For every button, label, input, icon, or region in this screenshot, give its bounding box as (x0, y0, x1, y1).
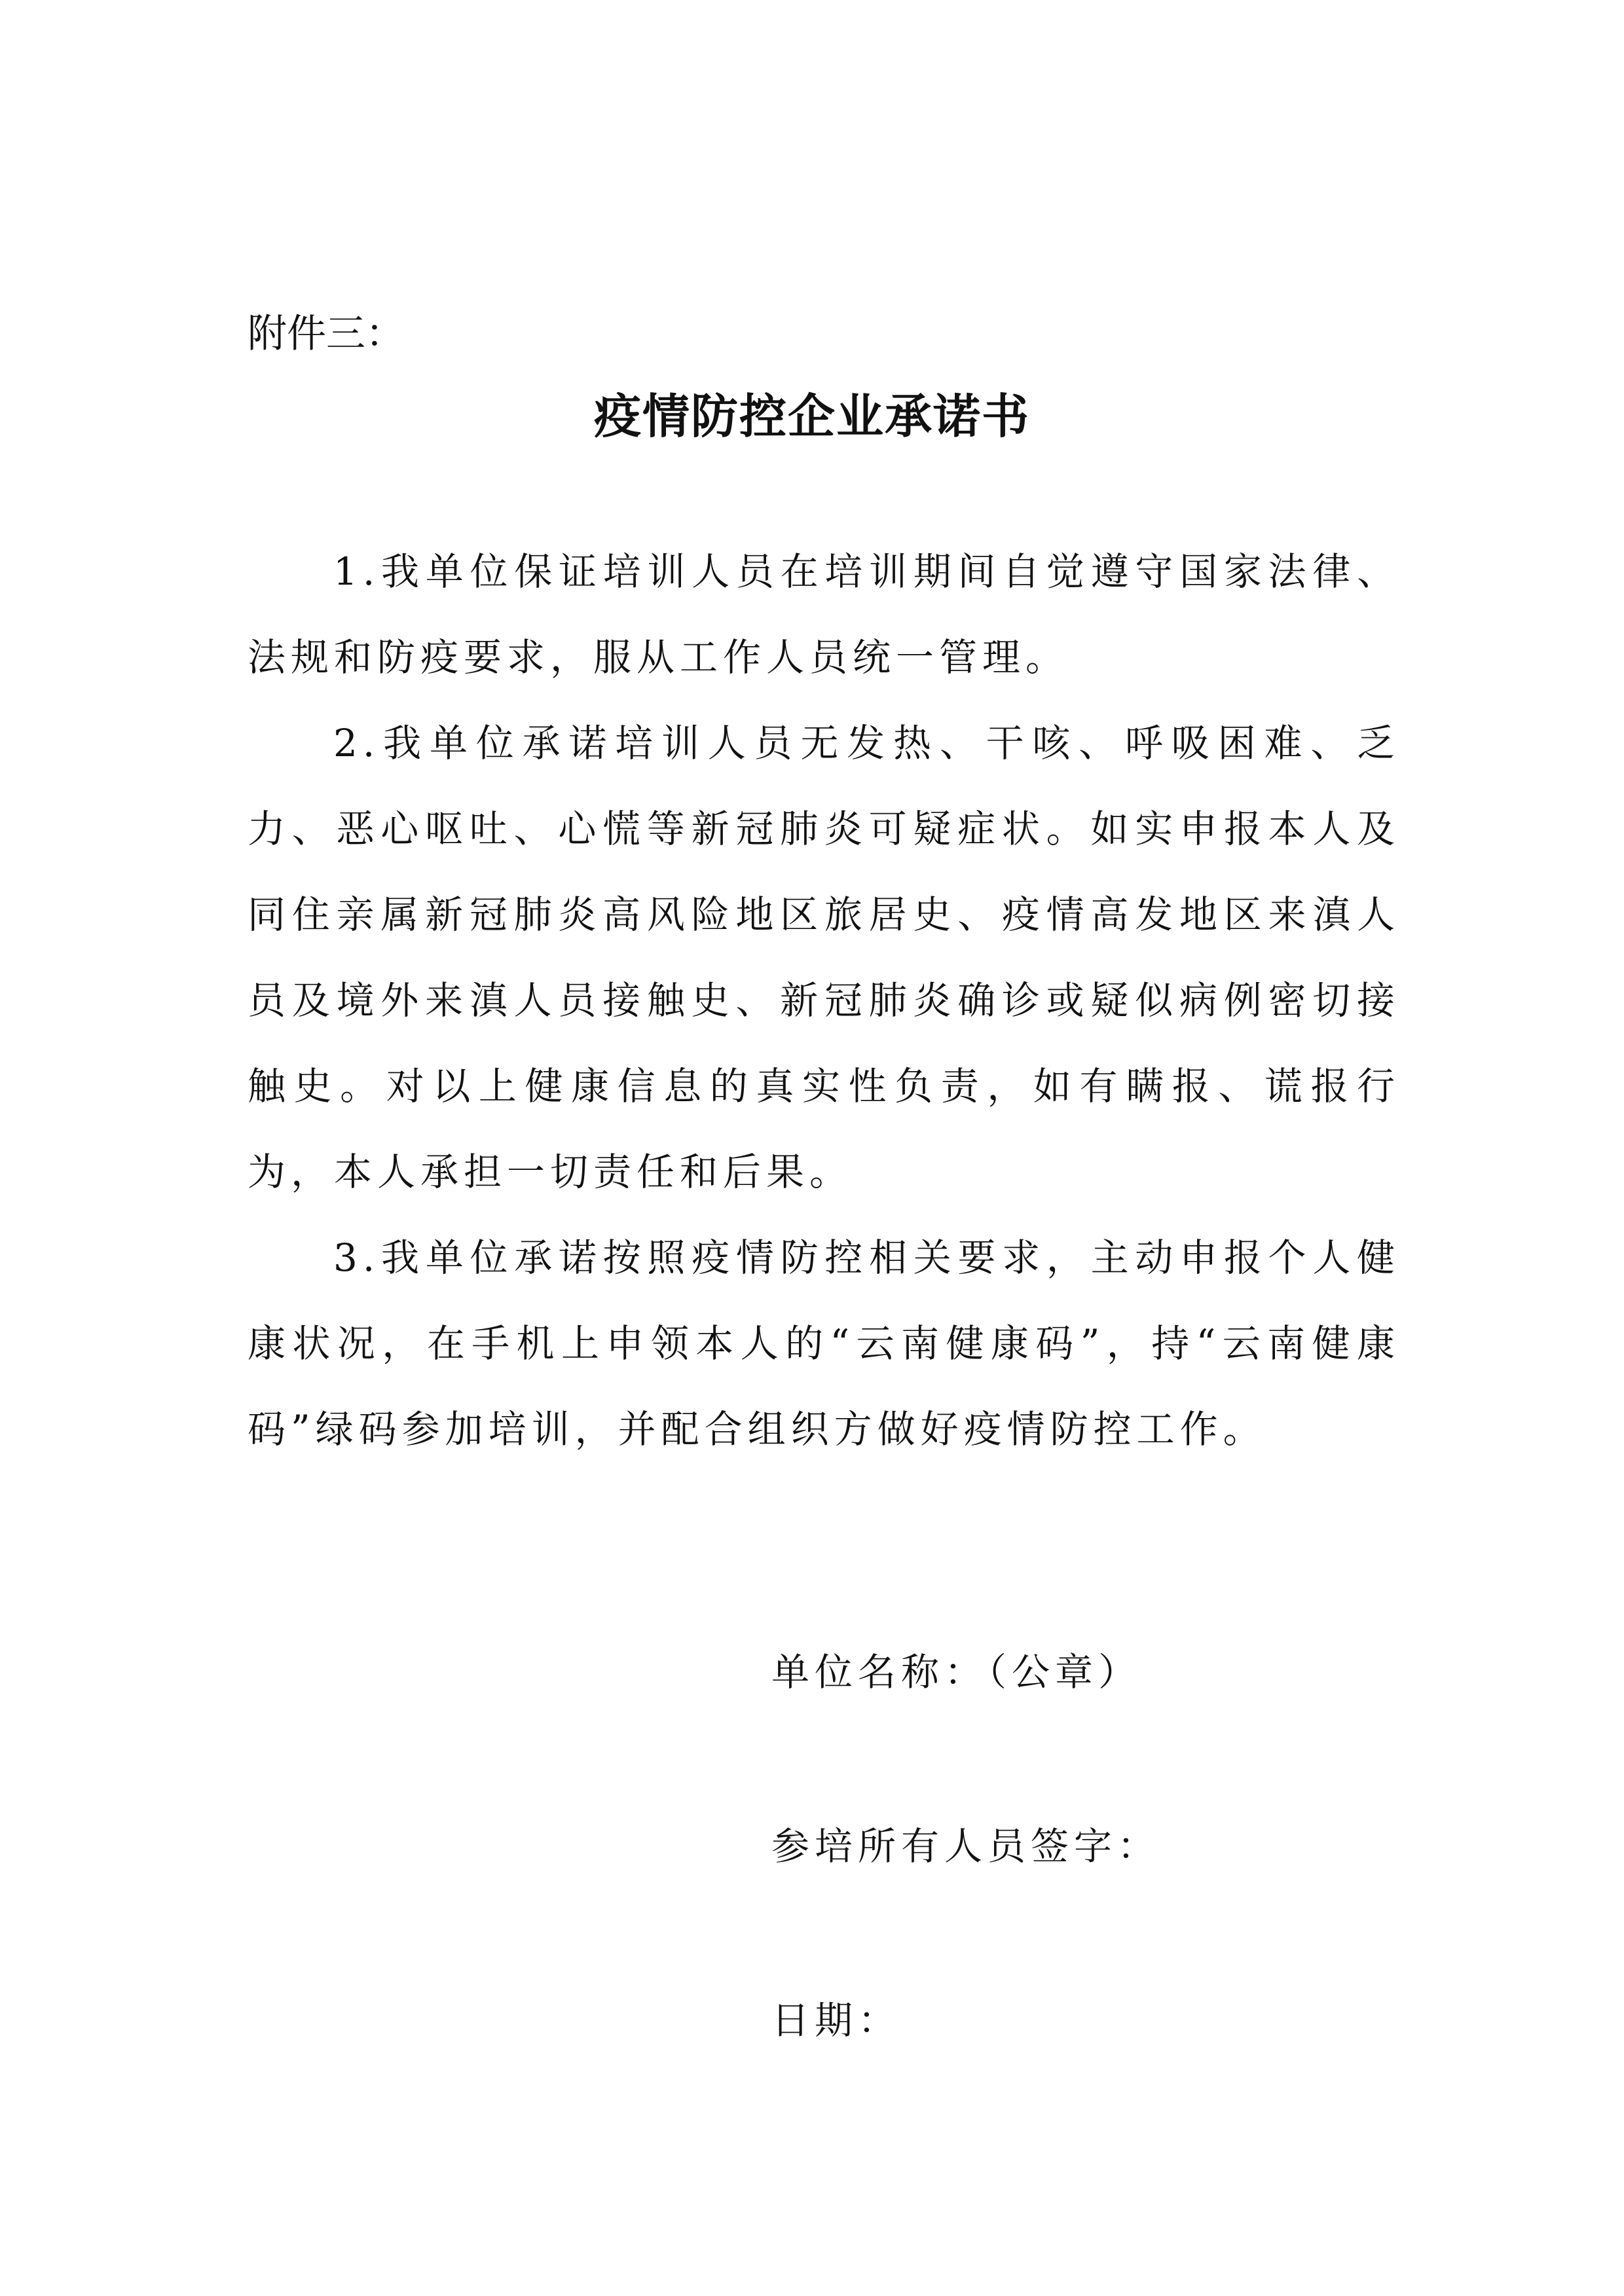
staff-signature-line: 参培所有人员签字： (771, 1824, 1161, 1868)
commitment-paragraph-1: 1.我单位保证培训人员在培训期间自觉遵守国家法律、法规和防疫要求，服从工作人员统一管理。 (248, 549, 1400, 680)
commitment-paragraph-2: 2.我单位承诺培训人员无发热、干咳、呼吸困难、乏力、恶心呕吐、心慌等新冠肺炎可疑症状。如实申报本人及同住亲属新冠肺炎高风险地区旅居史、疫情高发地区来滇人员及境外来滇人员接触史、新冠肺炎确诊或疑似病例密切接触史。对以上健康信息的真实性负责，如有瞒报、谎报行为，本人承担一切责任和后果。 (248, 721, 1400, 1194)
unit-name-seal-line: 单位名称：（公章） (771, 1650, 1142, 1694)
attachment-label: 附件三： (248, 311, 405, 357)
document-title: 疫情防控企业承诺书 (593, 388, 1030, 444)
date-line: 日期： (771, 1998, 902, 2043)
commitment-paragraph-3: 3.我单位承诺按照疫情防控相关要求，主动申报个人健康状况，在手机上申领本人的“云南健康码”，持“云南健康码”绿码参加培训，并配合组织方做好疫情防控工作。 (248, 1235, 1400, 1451)
